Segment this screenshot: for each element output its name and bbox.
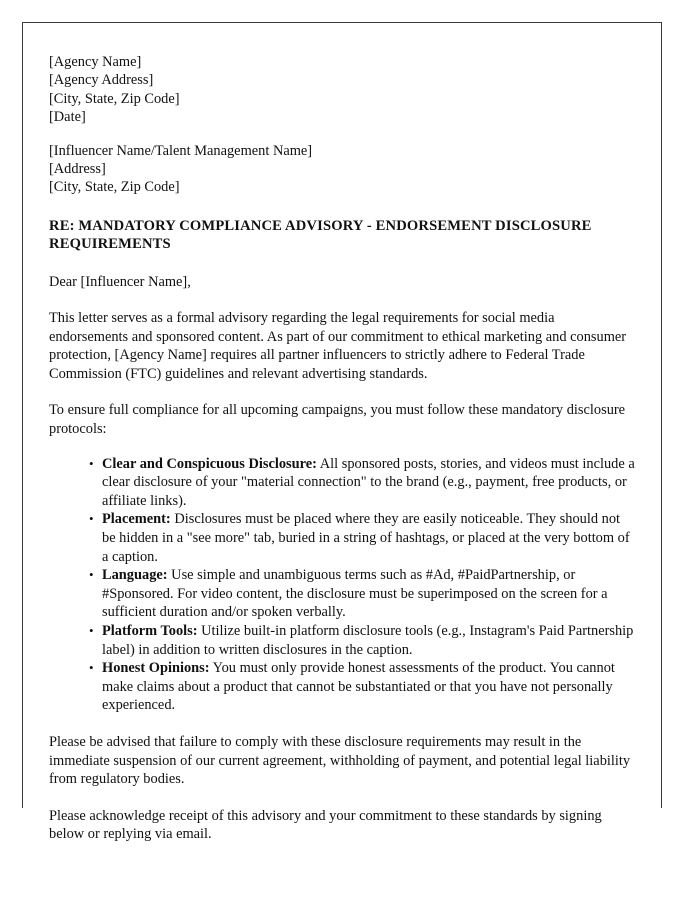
list-item [89, 566, 635, 622]
protocol-term: Platform Tools: [102, 622, 198, 639]
recipient-address-block [49, 142, 635, 197]
closing-paragraph: Please acknowledge receipt of this advisory and your commitment to these standards by signing below or replying via email. [49, 807, 602, 843]
letter-body [23, 23, 661, 844]
list-item [89, 510, 635, 566]
letter-page [22, 22, 662, 843]
sender-line: [Date] [49, 109, 86, 126]
recipient-line: [Address] [49, 161, 106, 178]
intro-paragraph: This letter serves as a formal advisory regarding the legal requirements for social media endorsements and sponsored content. As part of our commitment to ethical marketing and consumer protection, [Agency Name] requires all partner influencers to strictly adhere to Federal Trade Commission (FTC) guidelines and relevant advertising standards. [49, 310, 627, 382]
protocol-term: Honest Opinions: [102, 660, 210, 677]
sender-line: [City, State, Zip Code] [49, 90, 180, 107]
protocol-term: Language: [102, 567, 168, 584]
address-spacer [49, 127, 635, 142]
list-item [89, 659, 635, 715]
protocol-text: Utilize built-in platform disclosure tools (e.g., Instagram's Paid Partnership label) in addition to written disclosures in the caption. [102, 622, 634, 658]
salutation: Dear [Influencer Name], [49, 273, 191, 290]
protocol-text: Use simple and unambiguous terms such as #Ad, #PaidPartnership, or #Sponsored. For video content, the disclosure must be superimposed on the screen for a sufficient duration and/or spoken verbally. [102, 567, 608, 621]
recipient-line: [Influencer Name/Talent Management Name] [49, 142, 313, 159]
protocol-text: You must only provide honest assessments of the product. You cannot make claims about a product that cannot be substantiated or that you have not personally experienced. [102, 660, 615, 714]
list-item [89, 622, 635, 659]
protocol-text: All sponsored posts, stories, and videos must include a clear disclosure of your "material connection" to the brand (e.g., payment, free products, or affiliate links). [102, 455, 635, 509]
recipient-line: [City, State, Zip Code] [49, 179, 180, 196]
warning-paragraph: Please be advised that failure to comply with these disclosure requirements may result in the immediate suspension of our current agreement, withholding of payment, and potential legal liability from regulatory bodies. [49, 733, 631, 788]
protocol-term: Placement: [102, 511, 171, 528]
protocol-term: Clear and Conspicuous Disclosure: [102, 455, 317, 472]
lead-in-paragraph: To ensure full compliance for all upcoming campaigns, you must follow these mandatory disclosure protocols: [49, 402, 626, 438]
protocol-text: Disclosures must be placed where they are easily noticeable. They should not be hidden in a "see more" tab, buried in a string of hashtags, or placed at the very bottom of a caption. [102, 511, 630, 565]
sender-line: [Agency Name] [49, 54, 142, 70]
list-item [89, 455, 635, 511]
sender-address-block [49, 53, 635, 127]
sender-line: [Agency Address] [49, 72, 154, 89]
subject-line: RE: MANDATORY COMPLIANCE ADVISORY - ENDORSEMENT DISCLOSURE REQUIREMENTS [49, 217, 592, 253]
protocol-list [49, 455, 635, 715]
